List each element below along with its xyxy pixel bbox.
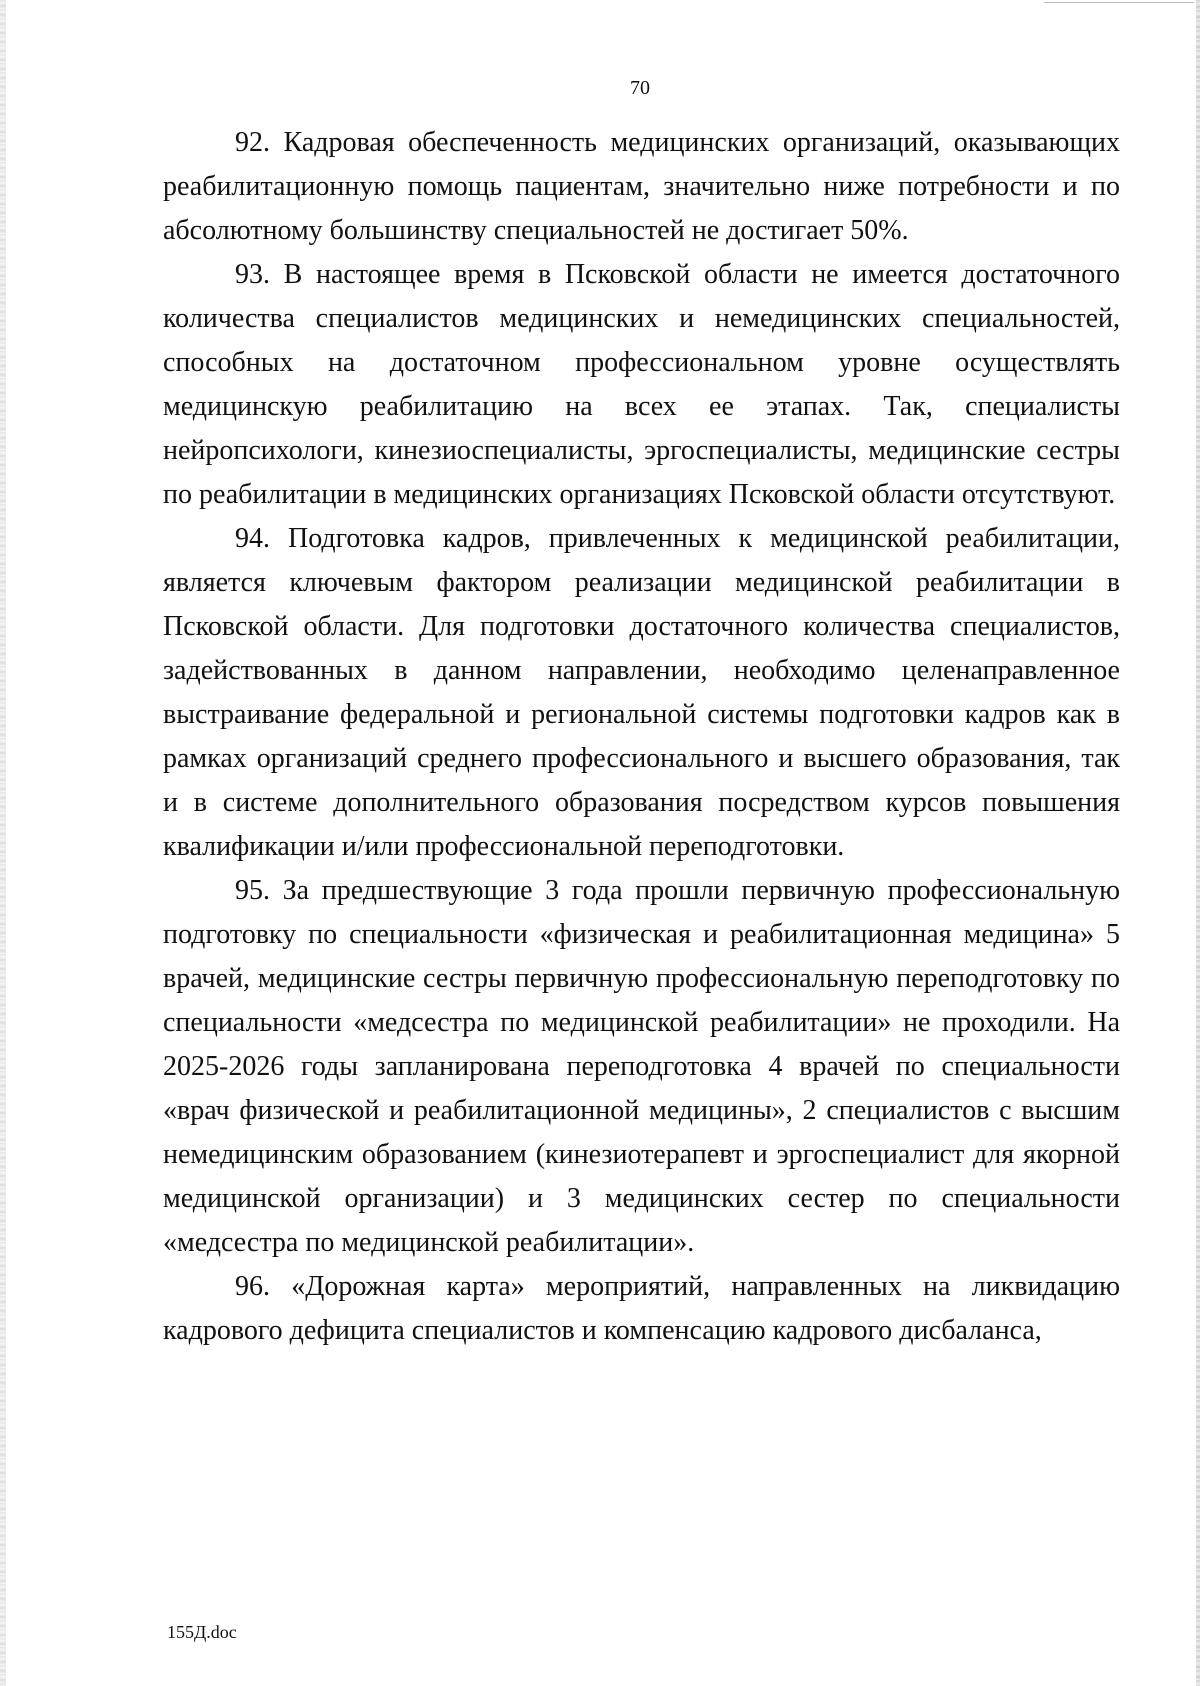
paragraph-94: 94. Подготовка кадров, привлеченных к медицинской реабилитации, является ключевым фактором реализации медицинской реабилитации в Псковской области. Для подготовки достаточного количества специалистов, задействованных в данном направлении, необходимо целенаправленное выстраивание федеральной и региональной системы подготовки кадров как в рамках организаций среднего профессионального и высшего образования, так и в системе дополнительного образования посредством курсов повышения квалификации и/или профессиональной переподготовки.: [163, 523, 1120, 862]
paragraph-92: 92. Кадровая обеспеченность медицинских организаций, оказывающих реабилитационную помощь пациентам, значительно ниже потребности и по абсолютному большинству специальностей не достигает 50%.: [163, 127, 1120, 246]
paragraph-96: 96. «Дорожная карта» мероприятий, направленных на ликвидацию кадрового дефицита специалистов и компенсацию кадрового дисбаланса,: [163, 1271, 1120, 1346]
footer-filename: 155Д.doc: [167, 1622, 237, 1642]
document-body: [163, 121, 1120, 1353]
page-number: 70: [630, 77, 650, 99]
scan-left-edge: [0, 0, 6, 1686]
scan-right-edge: [1196, 0, 1200, 1686]
scan-top-line: [1044, 2, 1194, 3]
paragraph-95: 95. За предшествующие 3 года прошли первичную профессиональную подготовку по специальности «физическая и реабилитационная медицина» 5 врачей, медицинские сестры первичную профессиональную переподготовку по специальности «медсестра по медицинской реабилитации» не проходили. На 2025-2026 годы запланирована переподготовка 4 врачей по специальности «врач физической и реабилитационной медицины», 2 специалистов с высшим немедицинским образованием (кинезиотерапевт и эргоспециалист для якорной медицинской организации) и 3 медицинских сестер по специальности «медсестра по медицинской реабилитации».: [163, 875, 1120, 1258]
paragraph-93: 93. В настоящее время в Псковской области не имеется достаточного количества специалистов медицинских и немедицинских специальностей, способных на достаточном профессиональном уровне осуществлять медицинскую реабилитацию на всех ее этапах. Так, специалисты нейропсихологи, кинезиоспециалисты, эргоспециалисты, медицинские сестры по реабилитации в медицинских организациях Псковской области отсутствуют.: [163, 259, 1120, 510]
